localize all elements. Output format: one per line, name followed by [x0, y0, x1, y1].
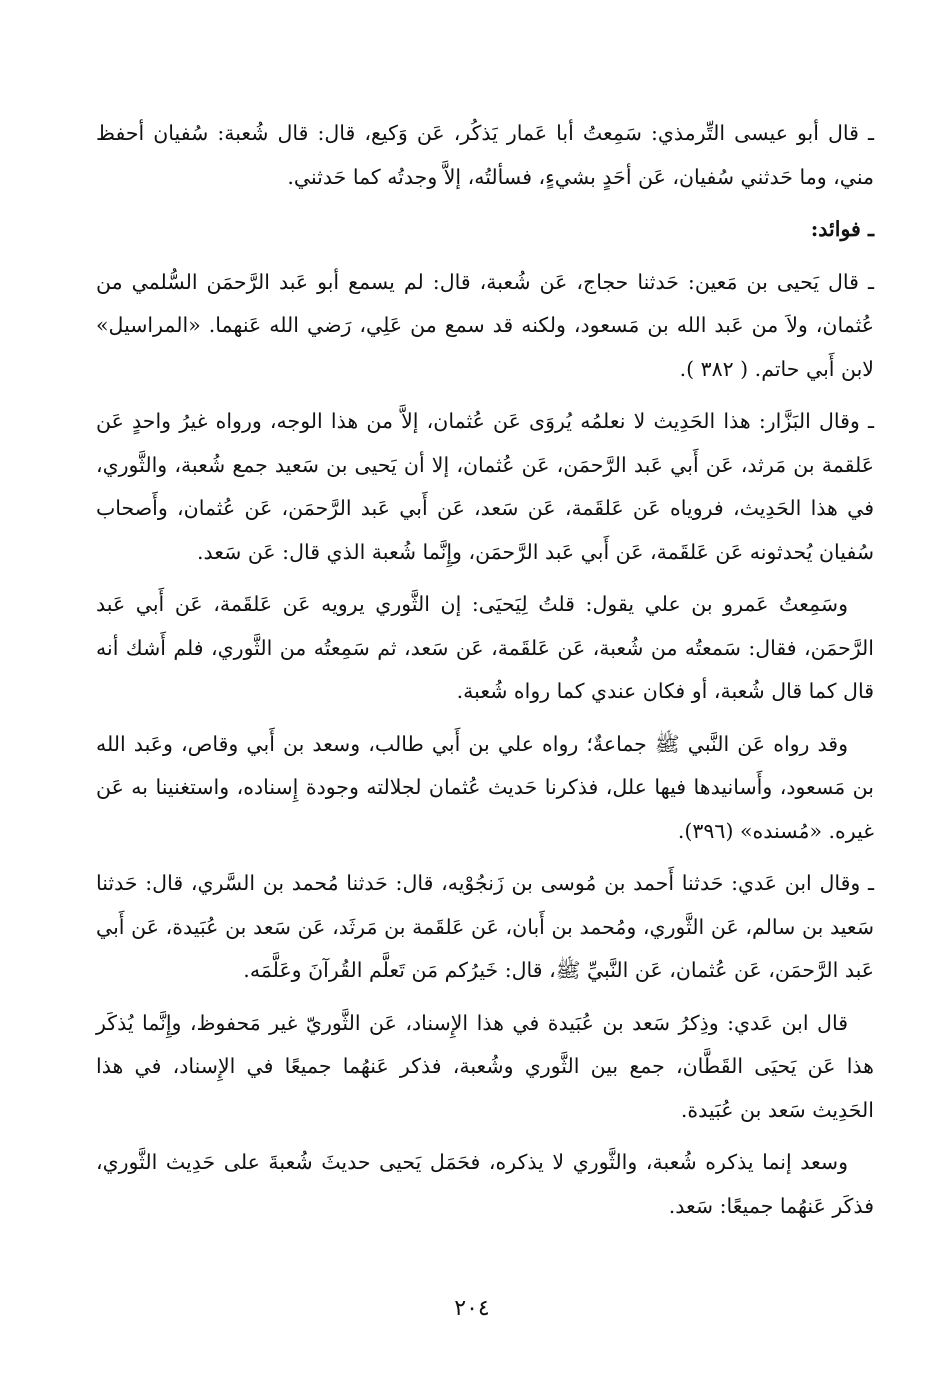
paragraph-ibn-adi-chain: ـ وقال ابن عَدي: حَدثنا أَحمد بن مُوسى بن زَنجُوْيه، قال: حَدثنا مُحمد بن السَّري، قال: حَدثنا سَعيد بن سالم، عَن الثَّوري، ومُحمد بن أَبان، عَن عَلقَمة بن مَرثَد، عَن سَعد بن عُبَيدة، عَن أَبي عَبد الرَّحمَن، عَن عُثمان، عَن النَّبيِّ ﷺ، قال: خَيرُكم مَن تَعلَّم القُرآنَ وعَلَّمَه. — [96, 871, 874, 982]
paragraph-bazzar: ـ وقال البَزَّار: هذا الحَدِيث لا نعلمُه يُروَى عَن عُثمان، إلاَّ من هذا الوجه، ورواه غيرُ واحدٍ عَن عَلقمة بن مَرثد، عَن أَبي عَبد الرَّحمَن، عَن عُثمان، إلا أن يَحيى بن سَعيد جمع شُعبة، والثَّوري، في هذا الحَدِيث، فروياه عَن عَلقَمة، عَن سَعد، عَن أَبي عَبد الرَّحمَن، عَن عُثمان، وأَصحاب سُفيان يُحدثونه عَن عَلقَمة، عَن أَبي عَبد الرَّحمَن، وإِنَّما شُعبة الذي قال: عَن سَعد. — [96, 409, 874, 564]
page-body-text — [96, 112, 874, 1237]
page-number: ٢٠٤ — [454, 1296, 490, 1321]
paragraph-amr-ibn-ali: وسَمِعتُ عَمرو بن علي يقول: قلتُ لِيَحيَى: إن الثَّوري يرويه عَن عَلقَمة، عَن أَبي عَبد الرَّحمَن، فقال: سَمعتُه من شُعبة، عَن عَلقَمة، عَن سَعد، ثم سَمِعتُه من الثَّوري، فلم أَشك أنه قال كما قال شُعبة، أو فكان عندي كما رواه شُعبة. — [96, 592, 874, 703]
paragraph-narrations: وقد رواه عَن النَّبي ﷺ جماعةٌ؛ رواه علي بن أَبي طالب، وسعد بن أَبي وقاص، وعَبد الله بن مَسعود، وأَسانيدها فيها علل، فذكرنا حَديث عُثمان لجلالته وجودة إِسناده، واستغنينا به عَن غيره. «مُسنده» (٣٩٦). — [96, 731, 874, 843]
paragraph-tirmidhi-quote: ـ قال أبو عيسى التِّرمذي: سَمِعتُ أبا عَمار يَذكُر، عَن وَكيع، قال: قال شُعبة: سُفيان أحفظ مني، وما حَدثني سُفيان، عَن أحَدٍ بشيءٍ، فسألتُه، إلاَّ وجدتُه كما حَدثني. — [96, 121, 874, 189]
section-heading-fawaid: ـ فوائد: — [810, 217, 874, 241]
paragraph-yahya-ibn-main: ـ قال يَحيى بن مَعين: حَدثنا حجاج، عَن شُعبة، قال: لم يسمع أبو عَبد الرَّحمَن السُّلمي من عُثمان، ولاَ من عَبد الله بن مَسعود، ولكنه قد سمع من عَلِي، رَضي الله عَنهما. «المراسيل» لابن أَبي حاتم. ( ٣٨٢ ). — [96, 269, 874, 381]
paragraph-saad-note: وسعد إنما يذكره شُعبة، والثَّوري لا يذكره، فحَمَل يَحيى حديثَ شُعبةَ على حَدِيث الثَّوري، فذكَر عَنهُما جميعًا: سَعد. — [96, 1150, 874, 1218]
paragraph-ibn-adi-comment: قال ابن عَدي: وذِكرُ سَعد بن عُبَيدة في هذا الإِسناد، عَن الثَّوريّ غير مَحفوظ، وإِنَّما يُذكَر هذا عَن يَحيَى القَطَّان، جمع بين الثَّوري وشُعبة، فذكر عَنهُما جميعًا في الإِسناد، في هذا الحَدِيث سَعد بن عُبَيدة. — [96, 1010, 874, 1122]
